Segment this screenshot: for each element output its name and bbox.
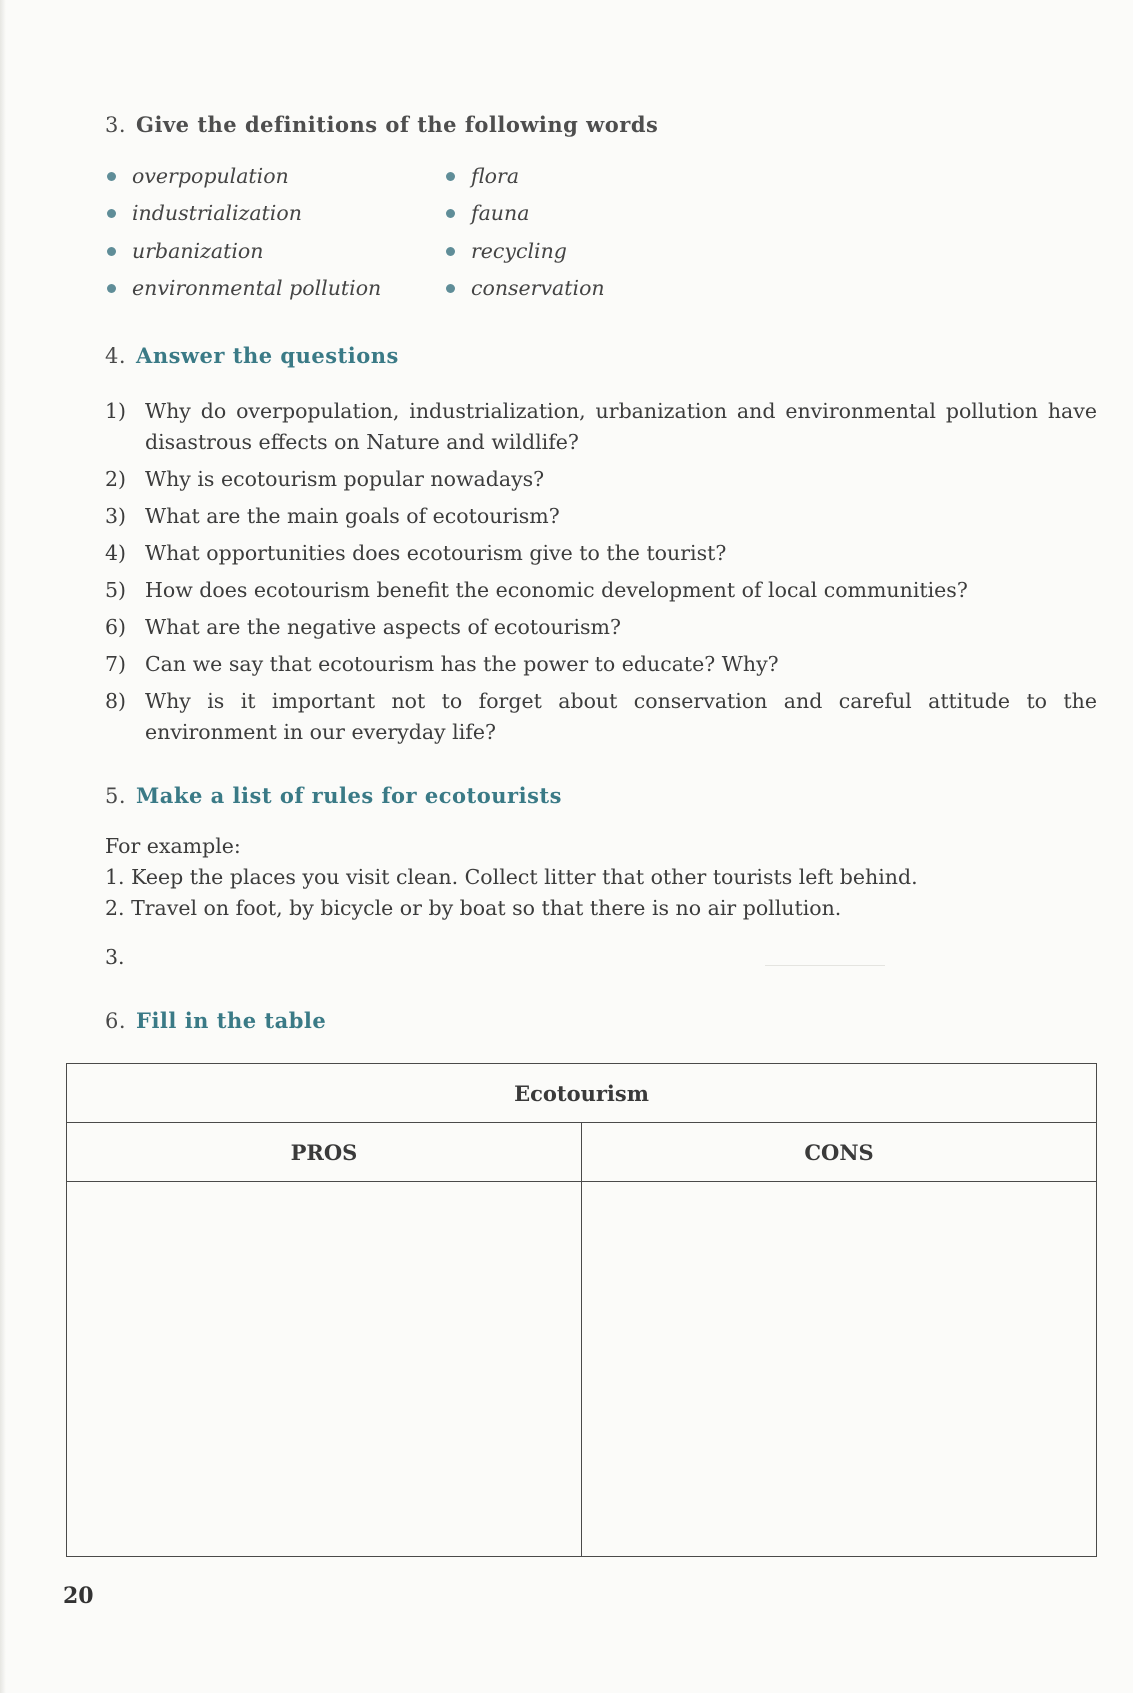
pros-header: PROS [67, 1123, 582, 1182]
example-intro: For example: [105, 834, 241, 858]
exercise-6-title: Fill in the table [136, 1008, 327, 1033]
exercise-3-title: Give the definitions of the following words [136, 112, 659, 137]
exercise-4-number: 4. [105, 344, 127, 368]
exercise-4-heading [105, 343, 399, 368]
bullet-icon [107, 209, 116, 218]
rule-item-blank: 3. [105, 945, 125, 969]
word-list-left [105, 163, 381, 312]
bullet-icon [107, 284, 116, 293]
question-list [105, 396, 1097, 754]
bullet-icon [107, 247, 116, 256]
exercise-5-heading [105, 783, 562, 808]
question-item: 7) Can we say that ecotourism has the power to educate? Why? [105, 652, 779, 676]
rule-item: 2. Travel on foot, by bicycle or by boat so that there is no air pollution. [105, 896, 842, 920]
word-item: conservation [444, 275, 605, 312]
question-item: 3) What are the main goals of ecotourism? [105, 504, 560, 528]
word-item: environmental pollution [105, 275, 381, 312]
answer-line [765, 965, 885, 966]
exercise-6-number: 6. [105, 1009, 127, 1033]
question-item: 4) What opportunities does ecotourism give to the tourist? [105, 541, 727, 565]
cons-answer-cell[interactable] [582, 1182, 1097, 1557]
cons-header: CONS [582, 1123, 1097, 1182]
word-item: fauna [444, 200, 605, 237]
bullet-icon [107, 172, 116, 181]
bullet-icon [446, 284, 455, 293]
exercise-3-heading [105, 112, 658, 137]
word-item: industrialization [105, 200, 381, 237]
exercise-6-heading [105, 1008, 326, 1033]
question-item: 2) Why is ecotourism popular nowadays? [105, 467, 545, 491]
page-number: 20 [63, 1583, 94, 1609]
question-item: 1) Why do overpopulation, industrialization, urbanization and environmental pollution have disastrous effects on Nature and wildlife? [105, 399, 1097, 454]
word-item: urbanization [105, 238, 381, 275]
pros-cons-table [66, 1063, 1097, 1557]
exercise-5-number: 5. [105, 784, 127, 808]
table-title: Ecotourism [67, 1064, 1097, 1123]
word-list-right [444, 163, 605, 312]
rule-item: 1. Keep the places you visit clean. Collect litter that other tourists left behind. [105, 865, 918, 889]
exercise-3-number: 3. [105, 113, 127, 137]
word-item: overpopulation [105, 163, 381, 200]
pros-answer-cell[interactable] [67, 1182, 582, 1557]
word-item: recycling [444, 238, 605, 275]
bullet-icon [446, 247, 455, 256]
word-item: flora [444, 163, 605, 200]
bullet-icon [446, 172, 455, 181]
question-item: 6) What are the negative aspects of ecotourism? [105, 615, 621, 639]
question-item: 5) How does ecotourism benefit the economic development of local communities? [105, 578, 968, 602]
exercise-5-title: Make a list of rules for ecotourists [136, 783, 562, 808]
bullet-icon [446, 209, 455, 218]
question-item: 8) Why is it important not to forget about conservation and careful attitude to the environment in our everyday life? [105, 689, 1097, 744]
exercise-4-title: Answer the questions [136, 343, 399, 368]
